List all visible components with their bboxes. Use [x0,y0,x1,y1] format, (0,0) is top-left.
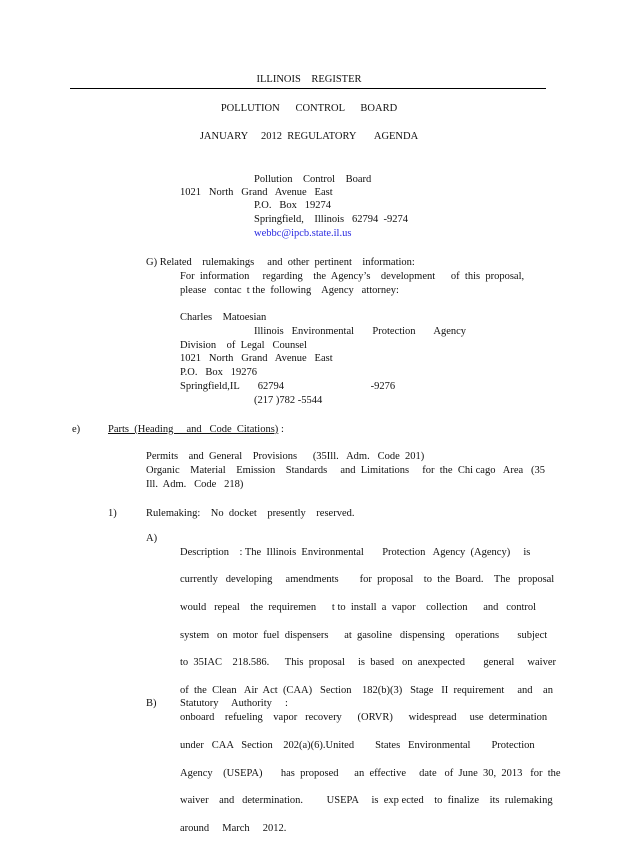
attorney-pobox: P.O. Box 19276 [180,367,258,378]
section-g-line1: For information regarding the Agency’s development of this proposal, [180,271,525,282]
desc-line: currently developing amendments for proposal to the Board. The proposal [180,574,555,586]
section-e-label: Parts (Heading and Code Citations) [108,424,279,435]
desc-line: system on motor fuel dispensers at gasoline dispensing operations subject [180,629,548,641]
agency-title: POLLUTION CONTROL BOARD [220,103,398,114]
part-218-line2: Ill. Adm. Code 218) [146,479,244,490]
item-a-marker: A) [146,533,158,544]
desc-line: would repeal the requiremen t to install a vapor collection and control [180,601,537,613]
attorney-phone: (217 )782 -5544 [254,395,323,406]
section-g-line2: please contac t the following Agency attorney: [180,285,399,296]
item-b-label: Statutory Authority : [180,698,288,709]
desc-line: waiver and determination. USEPA is exp ected to finalize its rulemaking [180,795,553,807]
desc-line: Agency (USEPA) has proposed an effective date of June 30, 2013 for the [180,767,561,779]
attorney-agency: Illinois Environmental Protection Agency [254,326,467,337]
attorney-division: Division of Legal Counsel [180,340,307,351]
desc-line: under CAA Section 202(a)(6).United States Environmental Protection [180,739,535,751]
address-city: Springfield, Illinois 62794 -9274 [254,214,408,225]
item-1-label: Rulemaking: No docket presently reserved. [146,508,355,519]
item-b-marker: B) [146,698,157,709]
section-g-label: G) Related rulemakings and other pertinent information: [146,257,415,268]
desc-line: of the Clean Air Act (CAA) Section 182(b)(3) Stage II requirement and an [180,684,553,696]
attorney-city: Springfield,IL 62794 -9276 [180,381,396,392]
address-street: 1021 North Grand Avenue East [180,187,333,198]
agenda-title: JANUARY 2012 REGULATORY AGENDA [199,131,419,142]
desc-line: Description : The Illinois Environmental Protection Agency (Agency) is [180,546,531,558]
section-e-colon: : [278,424,284,435]
address-name: Pollution Control Board [254,174,372,185]
email-link[interactable]: webbc@ipcb.state.il.us [254,228,352,239]
section-e-marker: e) [72,424,81,435]
item-1-marker: 1) [108,508,117,519]
desc-line: onboard refueling vapor recovery (ORVR) widespread use determination [180,712,548,724]
part-201: Permits and General Provisions (35Ill. Adm. Code 201) [146,451,425,462]
address-pobox: P.O. Box 19274 [254,200,332,211]
desc-line: to 35IAC 218.586. This proposal is based on anexpected general waiver [180,657,556,669]
desc-line: around March 2012. [180,822,287,834]
register-title: ILLINOIS REGISTER [256,74,362,85]
part-218-line1: Organic Material Emission Standards and Limitations for the Chi cago Area (35 [146,465,546,476]
section-e-heading [108,423,284,436]
header-divider [70,88,546,89]
item-a-description [180,532,561,849]
attorney-name: Charles Matoesian [180,312,267,323]
attorney-street: 1021 North Grand Avenue East [180,353,333,364]
